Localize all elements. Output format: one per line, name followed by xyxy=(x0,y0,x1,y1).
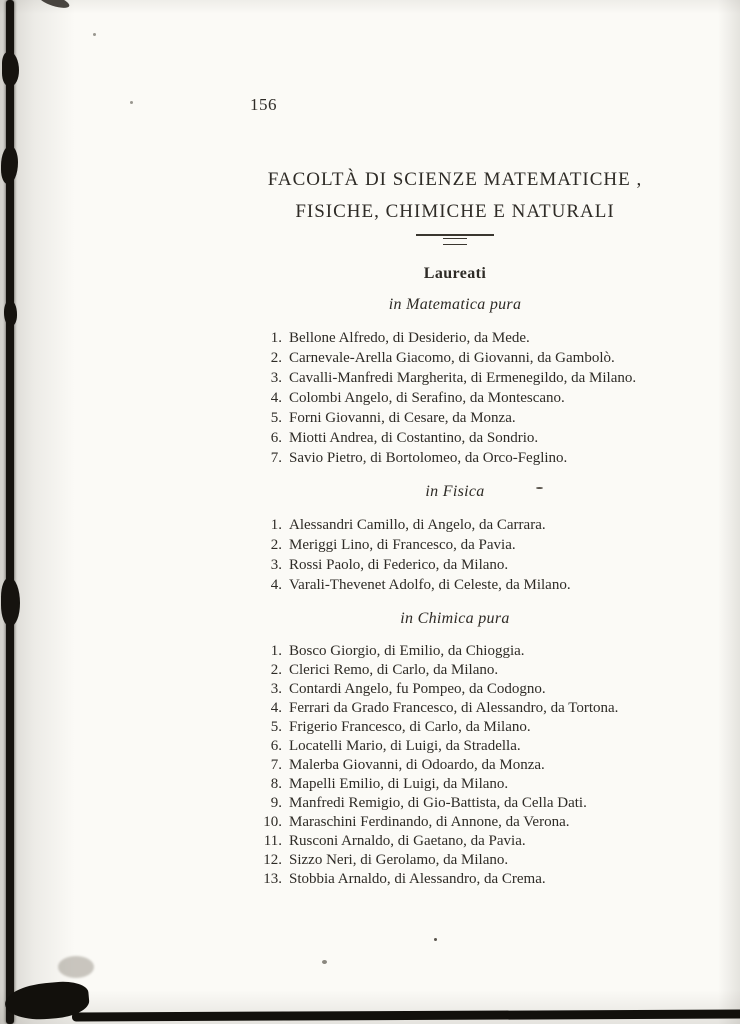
list-item xyxy=(250,388,660,408)
list-item xyxy=(250,642,660,661)
item-text: Bosco Giorgio, di Emilio, da Chioggia. xyxy=(289,643,525,659)
item-text: Rusconi Arnaldo, di Gaetano, da Pavia. xyxy=(289,833,526,849)
list-item xyxy=(250,680,660,699)
item-number: 12. xyxy=(263,852,282,868)
page-content xyxy=(250,96,660,889)
item-text: Rossi Paolo, di Federico, da Milano. xyxy=(289,557,509,573)
item-number: 1. xyxy=(270,330,282,346)
list-item xyxy=(250,832,660,851)
item-text: Varali-Thevenet Adolfo, di Celeste, da Milano. xyxy=(289,577,571,593)
scan-ink-blob xyxy=(4,300,17,326)
list-item xyxy=(250,408,660,428)
item-number: 4. xyxy=(270,390,282,406)
page-title-line1: FACOLTÀ DI SCIENZE MATEMATICHE , xyxy=(267,169,643,190)
title-divider-ornament xyxy=(416,234,494,242)
item-text: Meriggi Lino, di Francesco, da Pavia. xyxy=(289,537,516,553)
item-number: 4. xyxy=(270,577,282,593)
item-number: 2. xyxy=(270,662,282,678)
item-text: Colombi Angelo, di Serafino, da Montescano. xyxy=(289,390,565,406)
item-number: 2. xyxy=(270,537,282,553)
list-item xyxy=(250,555,660,575)
item-number: 8. xyxy=(270,776,282,792)
scan-speck xyxy=(130,101,133,104)
item-number: 11. xyxy=(263,833,282,849)
item-number: 6. xyxy=(270,738,282,754)
section-heading-fisica: in Fisica xyxy=(425,483,485,500)
item-text: Forni Giovanni, di Cesare, da Monza. xyxy=(289,410,516,426)
item-text: Manfredi Remigio, di Gio-Battista, da Cella Dati. xyxy=(289,795,587,811)
item-number: 4. xyxy=(270,700,282,716)
item-text: Miotti Andrea, di Costantino, da Sondrio. xyxy=(289,430,539,446)
scan-speck xyxy=(93,33,96,36)
list-item xyxy=(250,368,660,388)
scan-speck xyxy=(322,960,327,964)
list-item xyxy=(250,737,660,756)
item-number: 7. xyxy=(270,757,282,773)
scan-bottom-edge xyxy=(72,1010,740,1022)
page-title-line2: FISICHE, CHIMICHE E NATURALI xyxy=(295,201,615,222)
item-text: Ferrari da Grado Francesco, di Alessandro, da Tortona. xyxy=(289,700,619,716)
scan-speck xyxy=(434,938,437,941)
item-text: Stobbia Arnaldo, di Alessandro, da Crema. xyxy=(289,871,546,887)
item-text: Contardi Angelo, fu Pompeo, da Codogno. xyxy=(289,681,546,697)
list-item xyxy=(250,575,660,595)
item-text: Bellone Alfredo, di Desiderio, da Mede. xyxy=(289,330,530,346)
item-number: 10. xyxy=(263,814,282,830)
section-heading-chimica-pura: in Chimica pura xyxy=(400,610,510,627)
scan-ink-blob xyxy=(1,578,20,626)
item-text: Mapelli Emilio, di Luigi, da Milano. xyxy=(289,776,509,792)
list-item xyxy=(250,348,660,368)
item-text: Frigerio Francesco, di Carlo, da Milano. xyxy=(289,719,531,735)
list-item xyxy=(250,515,660,535)
item-text: Cavalli-Manfredi Margherita, di Ermenegildo, da Milano. xyxy=(289,370,637,386)
scan-ink-blob xyxy=(1,146,18,184)
item-text: Sizzo Neri, di Gerolamo, da Milano. xyxy=(289,852,509,868)
item-text: Malerba Giovanni, di Odoardo, da Monza. xyxy=(289,757,545,773)
section-heading-matematica-pura: in Matematica pura xyxy=(388,296,522,313)
scan-smudge xyxy=(58,956,94,978)
list-item xyxy=(250,870,660,889)
graduates-list-fisica xyxy=(250,515,660,595)
item-number: 9. xyxy=(270,795,282,811)
list-item xyxy=(250,328,660,348)
item-number: 5. xyxy=(270,719,282,735)
graduates-list-matematica-pura xyxy=(250,328,660,468)
item-text: Savio Pietro, di Bortolomeo, da Orco-Feglino. xyxy=(289,450,568,466)
item-number: 6. xyxy=(270,430,282,446)
page-number: 156 xyxy=(250,95,277,114)
item-number: 13. xyxy=(263,871,282,887)
scan-ink-blob xyxy=(2,52,19,86)
item-text: Alessandri Camillo, di Angelo, da Carrara. xyxy=(289,517,546,533)
list-item xyxy=(250,428,660,448)
list-item xyxy=(250,535,660,555)
graduates-list-chimica-pura xyxy=(250,642,660,889)
list-item xyxy=(250,756,660,775)
list-item xyxy=(250,851,660,870)
item-text: Maraschini Ferdinando, di Annone, da Verona. xyxy=(289,814,570,830)
page-title xyxy=(250,164,660,228)
list-item xyxy=(250,448,660,468)
list-item xyxy=(250,699,660,718)
list-item xyxy=(250,661,660,680)
list-item xyxy=(250,794,660,813)
scan-scratch xyxy=(37,0,71,11)
item-number: 5. xyxy=(270,410,282,426)
item-text: Locatelli Mario, di Luigi, da Stradella. xyxy=(289,738,521,754)
item-number: 3. xyxy=(270,557,282,573)
list-item xyxy=(250,775,660,794)
item-text: Clerici Remo, di Carlo, da Milano. xyxy=(289,662,499,678)
item-number: 3. xyxy=(270,681,282,697)
item-number: 3. xyxy=(270,370,282,386)
item-number: 7. xyxy=(270,450,282,466)
item-number: 1. xyxy=(270,643,282,659)
list-item xyxy=(250,718,660,737)
item-text: Carnevale-Arella Giacomo, di Giovanni, da Gambolò. xyxy=(289,350,615,366)
list-item xyxy=(250,813,660,832)
laureati-heading: Laureati xyxy=(423,265,487,282)
item-number: 1. xyxy=(270,517,282,533)
item-number: 2. xyxy=(270,350,282,366)
